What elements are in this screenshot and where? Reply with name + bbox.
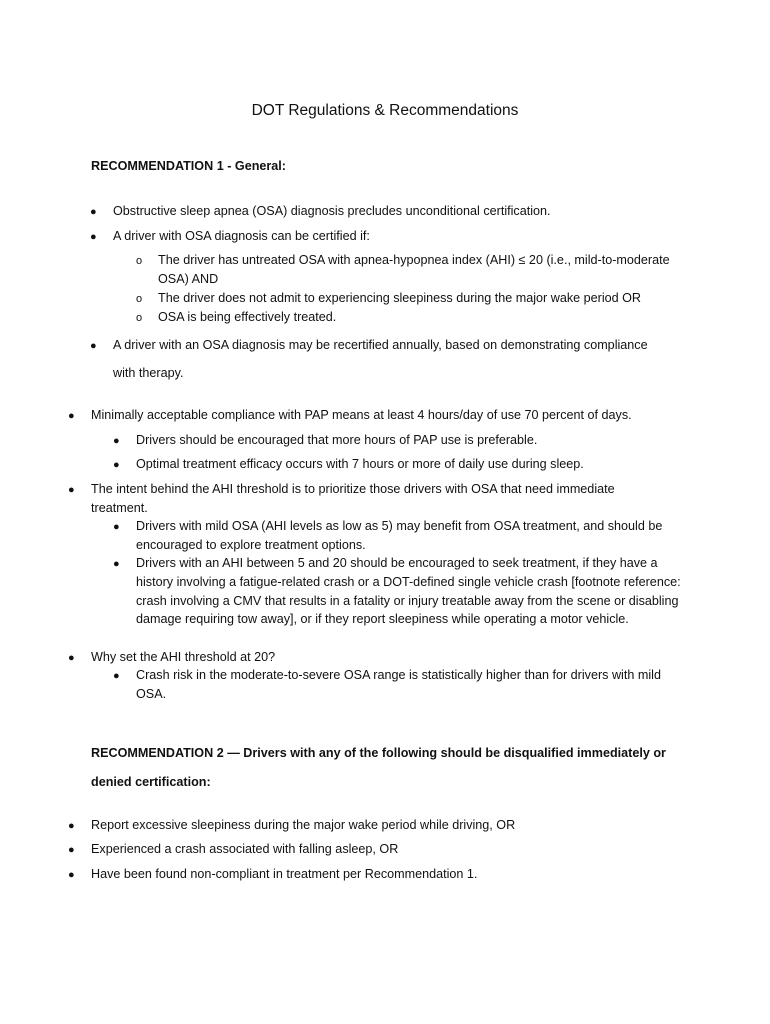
bullet-icon: ● [68, 869, 75, 881]
rec1-subitem: OSA is being effectively treated. [158, 310, 337, 324]
why-text: Why set the AHI threshold at 20? [91, 650, 276, 664]
bullet-icon: ● [68, 820, 75, 832]
circle-bullet-icon: o [136, 293, 143, 305]
bullet-icon: ● [113, 521, 120, 533]
bullet-icon: ● [113, 435, 120, 447]
rec1-subitem: The driver has untreated OSA with apnea-hypopnea index (AHI) ≤ 20 (i.e., mild-to-moderate OSA) AND [158, 253, 670, 286]
bullet-icon: ● [113, 670, 120, 682]
rec2-item: Have been found non-compliant in treatment per Recommendation 1. [91, 867, 478, 881]
rec1-heading: RECOMMENDATION 1 - General: [91, 159, 286, 173]
intent-text: The intent behind the AHI threshold is to prioritize those drivers with OSA that need immediate treatment. [91, 482, 615, 515]
intent-subitem: Drivers with mild OSA (AHI levels as low as 5) may benefit from OSA treatment, and should be encouraged to explore treatment options. [136, 519, 663, 552]
intent-subitem: Drivers with an AHI between 5 and 20 should be encouraged to seek treatment, if they have a history involving a fatigue-related crash or a DOT-defined single vehicle crash [footnote reference: crash involving a CMV that results in a fatality or injury treatable away from the scene or disabling damage requiring tow away], or if they report sleepiness while operating a motor vehicle. [136, 556, 681, 627]
bullet-icon: ● [68, 410, 75, 422]
rec2-heading: RECOMMENDATION 2 — Drivers with any of the following should be disqualified immediately or denied certification: [91, 746, 666, 789]
circle-bullet-icon: o [136, 255, 143, 267]
bullet-icon: ● [90, 340, 97, 352]
bullet-icon: ● [68, 484, 75, 496]
bullet-icon: ● [68, 844, 75, 856]
document-title: DOT Regulations & Recommendations [251, 102, 519, 119]
bullet-icon: ● [113, 459, 120, 471]
rec1-recertify: A driver with an OSA diagnosis may be recertified annually, based on demonstrating compliance with therapy. [113, 338, 648, 380]
compliance-text: Minimally acceptable compliance with PAP means at least 4 hours/day of use 70 percent of days. [91, 408, 632, 422]
rec1-subitem: The driver does not admit to experiencing sleepiness during the major wake period OR [158, 291, 642, 305]
circle-bullet-icon: o [136, 312, 143, 324]
compliance-subitem: Drivers should be encouraged that more hours of PAP use is preferable. [136, 433, 538, 447]
bullet-icon: ● [90, 206, 97, 218]
rec1-item: Obstructive sleep apnea (OSA) diagnosis precludes unconditional certification. [113, 204, 551, 218]
bullet-icon: ● [90, 231, 97, 243]
compliance-subitem: Optimal treatment efficacy occurs with 7 hours or more of daily use during sleep. [136, 457, 584, 471]
rec2-item: Report excessive sleepiness during the major wake period while driving, OR [91, 818, 516, 832]
why-subitem: Crash risk in the moderate-to-severe OSA range is statistically higher than for drivers with mild OSA. [136, 668, 661, 701]
bullet-icon: ● [68, 652, 75, 664]
bullet-icon: ● [113, 558, 120, 570]
rec2-item: Experienced a crash associated with falling asleep, OR [91, 842, 399, 856]
rec1-item: A driver with OSA diagnosis can be certified if: [113, 229, 370, 243]
